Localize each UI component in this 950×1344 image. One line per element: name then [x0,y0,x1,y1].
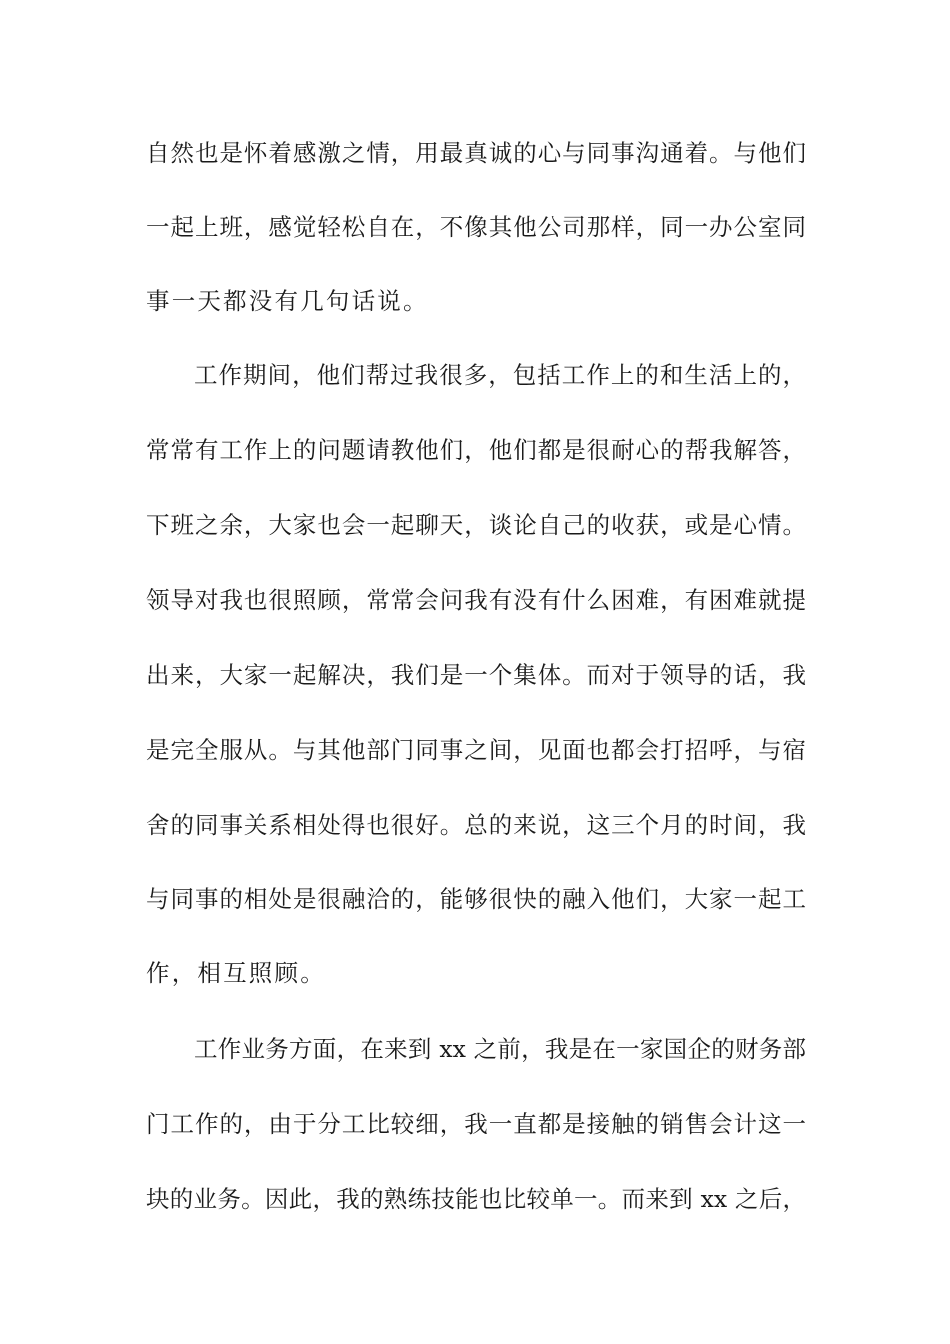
paragraph-first-line: 工作业务方面，在来到 xx 之前，我是在一家国企的财务部 [194,1035,806,1063]
text-line: 常常有工作上的问题请教他们，他们都是很耐心的帮我解答， [146,436,806,464]
text-line: 门工作的，由于分工比较细，我一直都是接触的销售会计这一 [146,1110,806,1138]
text-line: 一起上班，感觉轻松自在，不像其他公司那样，同一办公室同 [146,213,806,241]
text-line: 自然也是怀着感激之情，用最真诚的心与同事沟通着。与他们 [146,139,806,167]
text-line: 出来，大家一起解决，我们是一个集体。而对于领导的话，我 [146,661,806,689]
text-line: 块的业务。因此，我的熟练技能也比较单一。而来到 xx 之后， [146,1185,806,1213]
paragraph-first-line: 工作期间，他们帮过我很多，包括工作上的和生活上的， [194,361,806,389]
text-line: 作，相互照顾。 [146,959,326,987]
text-line: 舍的同事关系相处得也很好。总的来说，这三个月的时间，我 [146,811,806,839]
text-line: 下班之余，大家也会一起聊天，谈论自己的收获，或是心情。 [146,511,806,539]
text-line: 与同事的相处是很融洽的，能够很快的融入他们，大家一起工 [146,885,806,913]
text-line: 领导对我也很照顾，常常会问我有没有什么困难，有困难就提 [146,586,806,614]
text-line: 事一天都没有几句话说。 [146,287,429,315]
text-line: 是完全服从。与其他部门同事之间，见面也都会打招呼，与宿 [146,736,806,764]
